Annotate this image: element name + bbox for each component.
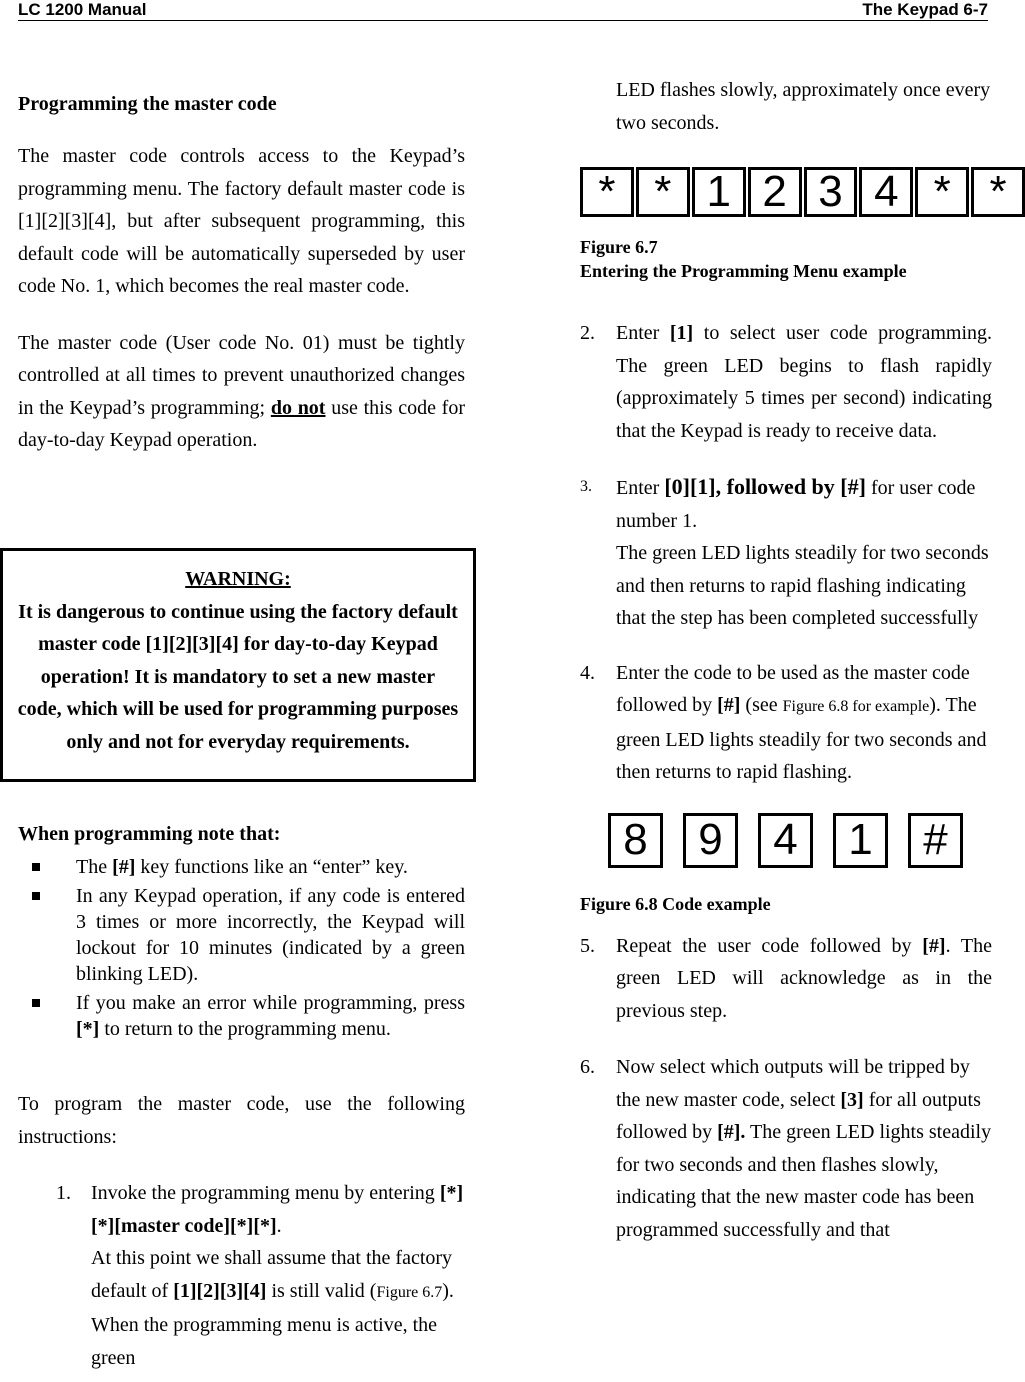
keypad-key: 4 bbox=[758, 813, 813, 868]
steps-list-right bbox=[580, 317, 992, 789]
page-header bbox=[18, 0, 988, 21]
text: ). When the programming menu is active, the green bbox=[91, 1279, 454, 1369]
key-label: [#] bbox=[112, 856, 136, 878]
keypad-key: 8 bbox=[608, 813, 663, 868]
text: to return to the programming menu. bbox=[99, 1018, 391, 1040]
text: for all outputs followed by bbox=[616, 1088, 981, 1143]
keypad-key: 3 bbox=[804, 167, 858, 217]
step-number: 3. bbox=[580, 478, 592, 495]
bullet-icon bbox=[32, 892, 40, 900]
step-number: 1. bbox=[56, 1182, 71, 1204]
instructions-intro: To program the master code, use the following instructions: bbox=[18, 1093, 465, 1148]
text: . The green LED will acknowledge as in the previous step. bbox=[616, 934, 992, 1022]
step-1-continued: LED flashes slowly, approximately once every two seconds. bbox=[616, 79, 991, 134]
text: is still valid ( bbox=[266, 1279, 377, 1302]
keypad-key: * bbox=[636, 167, 690, 217]
text: (see bbox=[740, 694, 783, 716]
keypad-key: 1 bbox=[692, 167, 746, 217]
text: In any Keypad operation, if any code is entered 3 times or more incorrectly, the Keypad will lockout for 10 minutes (indicated by a green blinking LED). bbox=[76, 885, 465, 985]
heading-programming-master-code: Programming the master code bbox=[18, 93, 277, 115]
notes-list bbox=[18, 854, 465, 1042]
key-sequence: [*][*][master code][*][*] bbox=[91, 1182, 464, 1237]
text: At this point we shall assume that the factory default of bbox=[91, 1247, 453, 1302]
step-number: 4. bbox=[580, 661, 595, 684]
figure-6-7-caption-title: Entering the Programming Menu example bbox=[580, 261, 907, 281]
key-label: [1] bbox=[669, 322, 694, 344]
key-label: [3] bbox=[840, 1088, 864, 1111]
text: Enter the code to be used as the master code followed by bbox=[616, 661, 970, 716]
figure-reference: Figure 6.7 bbox=[376, 1283, 443, 1301]
step-5 bbox=[580, 930, 992, 1028]
figure-6-8-caption: Figure 6.8 Code example bbox=[580, 893, 771, 914]
key-label: [#] bbox=[922, 934, 946, 957]
paragraph-master-code-intro: The master code controls access to the Keypad’s programming menu. The factory default master code is [1][2][3][4], but after subsequent programming, this default code will be automatically superseded by user code No. 1, which becomes the real master code. bbox=[18, 145, 465, 297]
warning-text: It is dangerous to continue using the factory default master code [1][2][3][4] for day-to-day Keypad operation! It is mandatory to set a new master code, which will be used for programming purposes only and not for everyday requirements. bbox=[17, 600, 459, 753]
warning-title: WARNING: bbox=[185, 568, 291, 590]
text: The master code (User code No. 01) must be tightly controlled at all times to prevent unauthorized changes in the Keypad’s programming; bbox=[18, 331, 465, 419]
text: key functions like an “enter” key. bbox=[135, 856, 408, 878]
section-title: The Keypad 6-7 bbox=[862, 0, 988, 19]
list-item bbox=[18, 990, 465, 1042]
text: to select user code programming. The green LED begins to flash rapidly (approximately 5 times per second) indicating that the Keypad is ready to receive data. bbox=[616, 322, 993, 442]
manual-title: LC 1200 Manual bbox=[18, 0, 147, 19]
instructions bbox=[18, 1088, 465, 1374]
text: Enter bbox=[616, 477, 665, 499]
notes-title: When programming note that: bbox=[18, 823, 281, 845]
left-column bbox=[18, 88, 465, 481]
figure-6-8-keys bbox=[608, 813, 992, 868]
step-2 bbox=[580, 317, 992, 447]
key-sequence: [1][2][3][4] bbox=[173, 1279, 267, 1302]
figure-6-7-caption-number: Figure 6.7 bbox=[580, 237, 658, 257]
keypad-key: * bbox=[915, 167, 969, 217]
keypad-key: * bbox=[971, 167, 1025, 217]
right-column bbox=[580, 74, 1007, 1246]
text: . bbox=[276, 1214, 282, 1237]
warning-box bbox=[0, 548, 476, 782]
paragraph-master-code-control bbox=[18, 327, 465, 457]
keypad-key: * bbox=[580, 167, 634, 217]
step-4 bbox=[580, 657, 992, 789]
text: use this code for day-to-day Keypad operation. bbox=[18, 396, 466, 451]
figure-6-7-keys bbox=[580, 167, 1025, 217]
bullet-icon bbox=[32, 863, 40, 871]
bullet-icon bbox=[32, 999, 40, 1007]
text: The green LED lights steadily for two seconds and then flashes slowly, indicating that the new master code has been programmed successfully and that bbox=[616, 1121, 992, 1241]
steps-list-left bbox=[18, 1177, 465, 1374]
text: for user code number 1. bbox=[616, 477, 976, 532]
keypad-key: 4 bbox=[859, 167, 913, 217]
text: ). The green LED lights steadily for two seconds and then returns to rapid flashing. bbox=[616, 694, 987, 783]
step-3 bbox=[580, 471, 992, 635]
keypad-key: 2 bbox=[748, 167, 802, 217]
key-label: [#]. bbox=[717, 1121, 746, 1143]
step-6 bbox=[580, 1051, 992, 1246]
keypad-key: 9 bbox=[683, 813, 738, 868]
step-number: 5. bbox=[580, 934, 595, 957]
text: If you make an error while programming, press bbox=[76, 992, 465, 1014]
key-label: [#] bbox=[717, 694, 741, 716]
key-label: [*] bbox=[76, 1018, 100, 1040]
text: The bbox=[76, 856, 113, 878]
do-not-emphasis: do not bbox=[270, 396, 326, 419]
text: Enter bbox=[616, 322, 670, 344]
steps-list-right-2 bbox=[580, 930, 992, 1247]
keypad-key: 1 bbox=[833, 813, 888, 868]
text: Repeat the user code followed by bbox=[616, 934, 923, 957]
step-1 bbox=[18, 1177, 465, 1374]
step-number: 6. bbox=[580, 1056, 595, 1078]
text: Invoke the programming menu by entering bbox=[91, 1182, 440, 1204]
key-sequence: [0][1], followed by [#] bbox=[664, 474, 866, 499]
text: The green LED lights steadily for two seconds and then returns to rapid flashing indicating that the step has been completed successfully bbox=[616, 542, 989, 629]
programming-notes bbox=[18, 818, 465, 1045]
text: Now select which outputs will be tripped by the new master code, select bbox=[616, 1056, 970, 1111]
list-item bbox=[18, 854, 465, 880]
figure-reference: Figure 6.8 for example bbox=[782, 698, 930, 715]
keypad-key: # bbox=[908, 813, 963, 868]
step-number: 2. bbox=[580, 322, 595, 344]
list-item bbox=[18, 883, 465, 987]
